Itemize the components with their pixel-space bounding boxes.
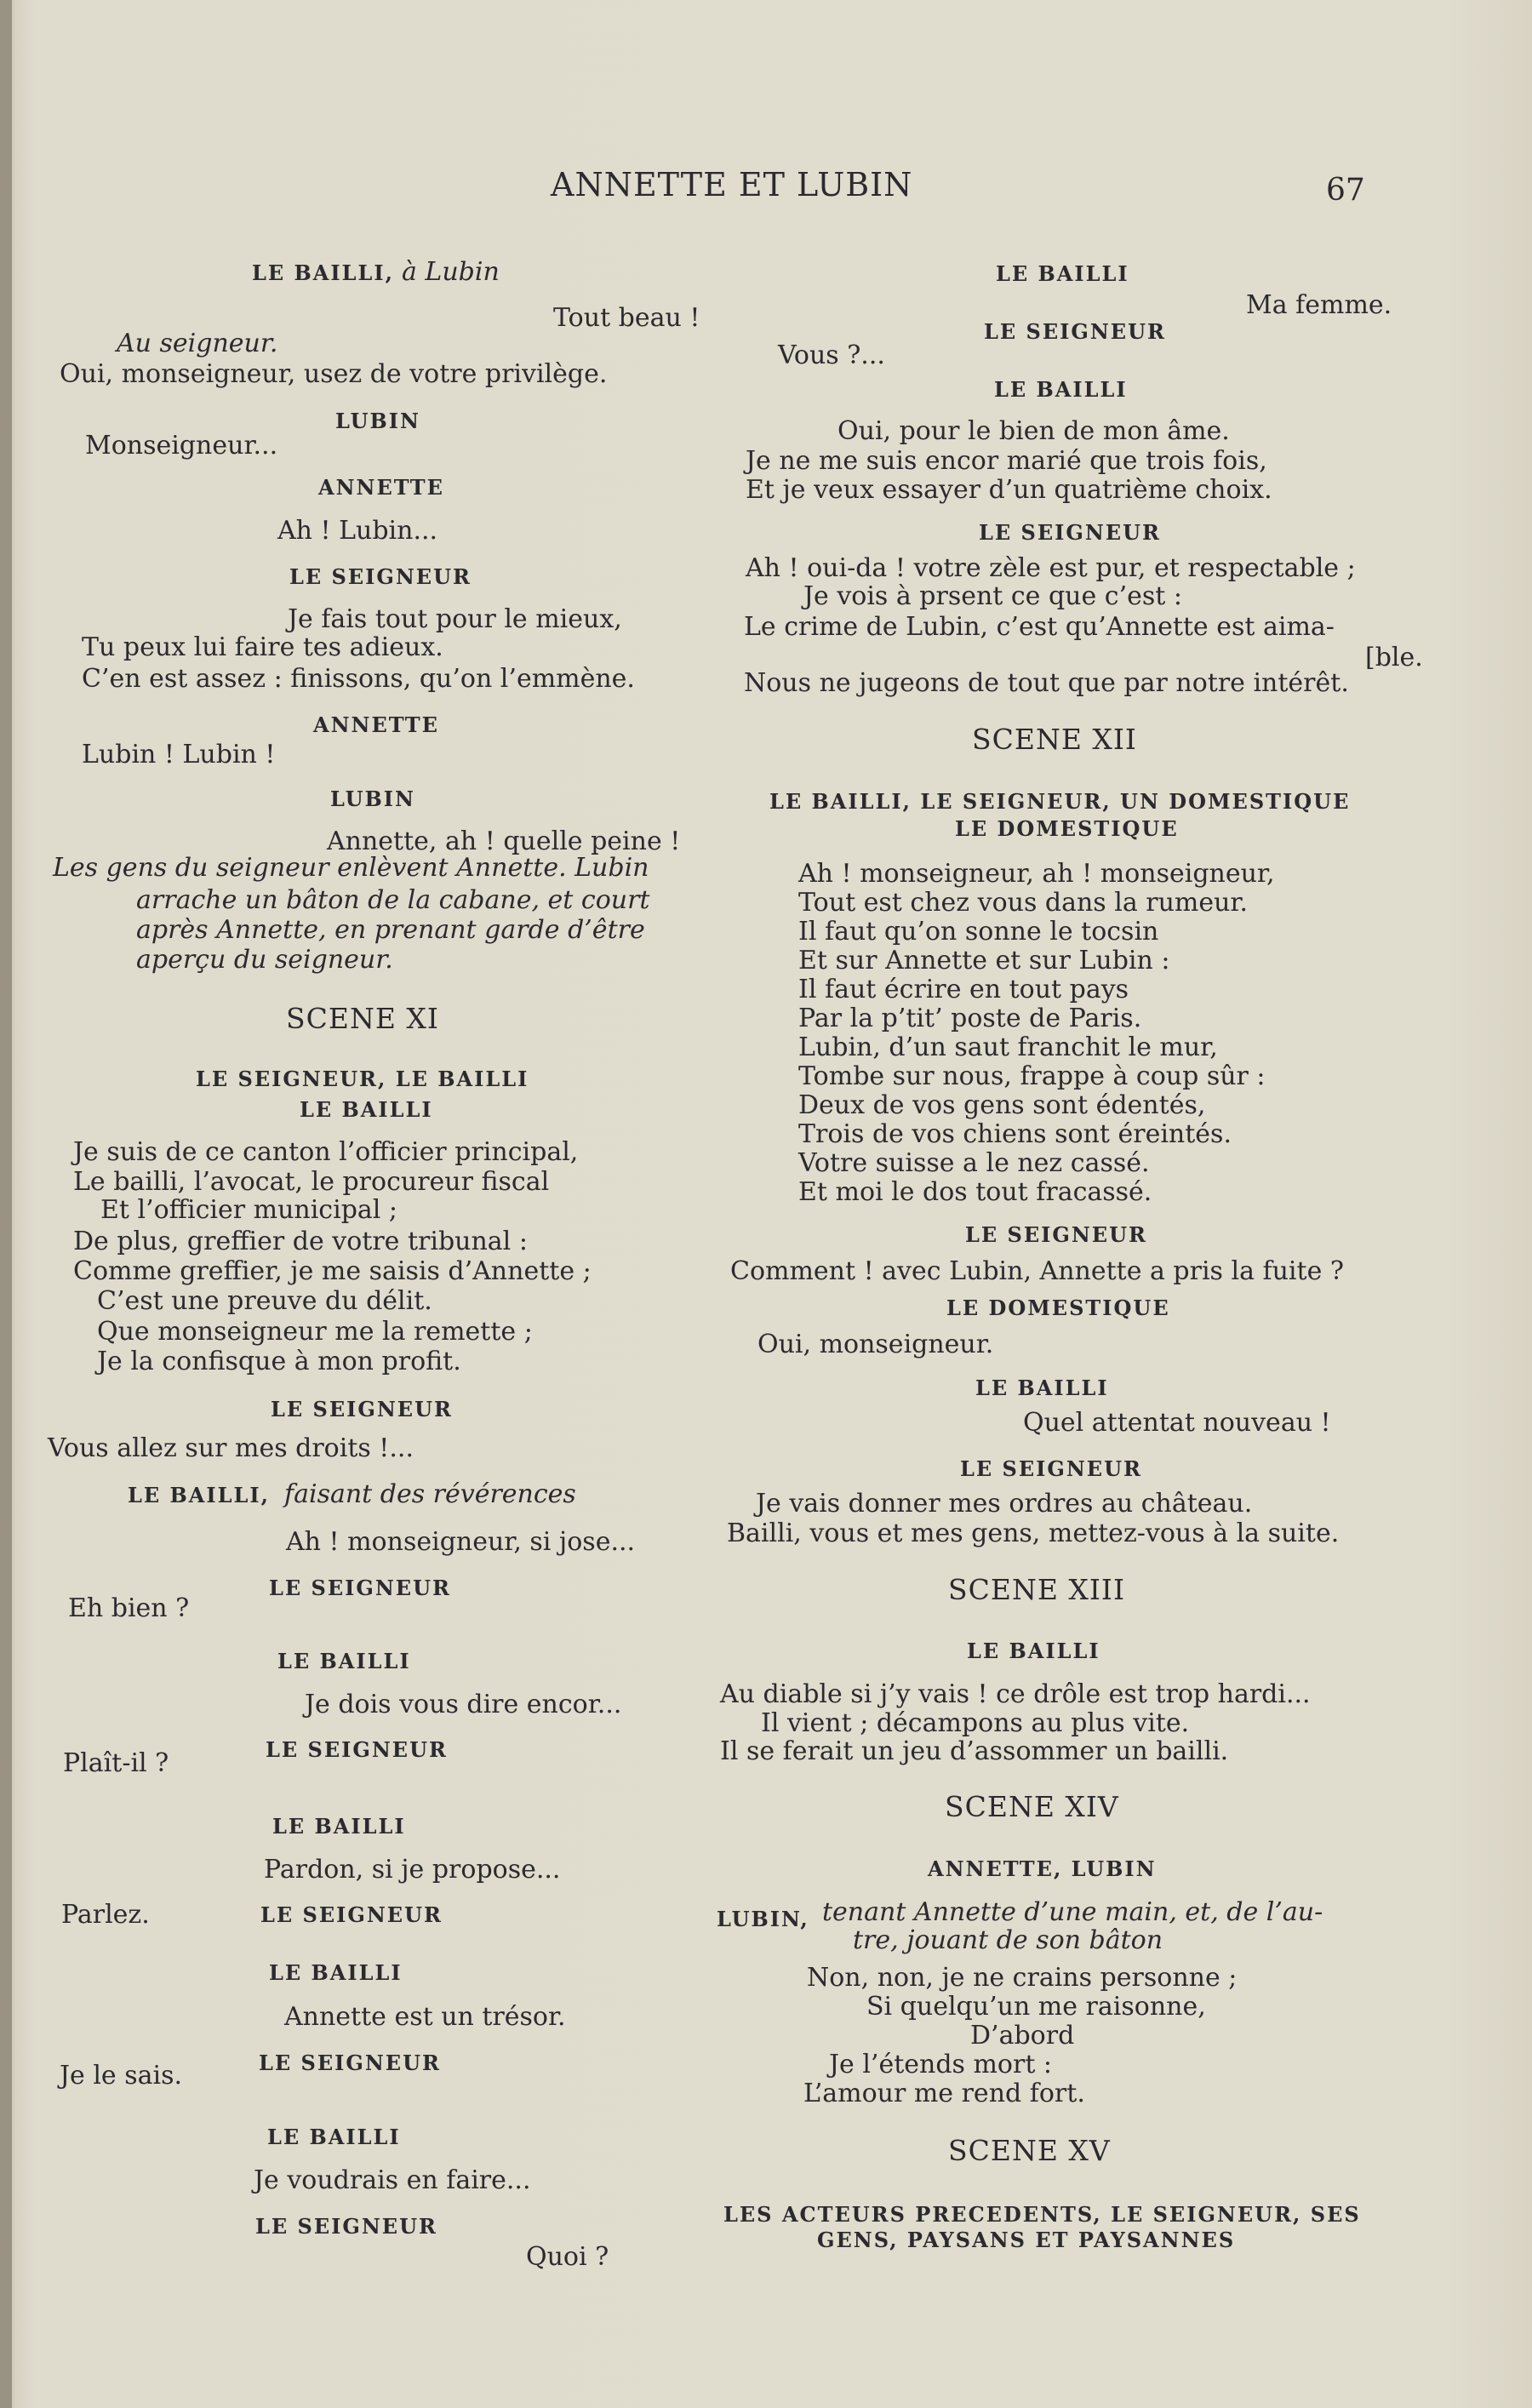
speaker: LE BAILLI — [996, 261, 1129, 286]
verse-line: Comme greffier, je me saisis d’Annette ; — [73, 1256, 592, 1286]
verse-line: Ah ! Lubin... — [277, 516, 438, 546]
verse-line: Je le sais. — [60, 2061, 183, 2091]
speaker: LE SEIGNEUR — [266, 1737, 448, 1762]
verse-line: Il vient ; décampons au plus vite. — [761, 1708, 1190, 1738]
stage-direction: faisant des révérences — [284, 1479, 576, 1509]
verse-line: Vous allez sur mes droits !... — [48, 1433, 414, 1463]
verse-line: Vous ?... — [778, 340, 885, 370]
stage-direction: aperçu du seigneur. — [136, 945, 393, 975]
speaker: LE SEIGNEUR — [960, 1456, 1142, 1481]
verse-line: Tout est chez vous dans la rumeur. — [798, 888, 1249, 918]
running-title: ANNETTE ET LUBIN — [551, 166, 913, 203]
verse-line: Je voudrais en faire... — [254, 2165, 531, 2195]
verse-line: Annette est un trésor. — [284, 2002, 566, 2032]
speaker: LUBIN, — [717, 1907, 809, 1931]
speaker: LE SEIGNEUR — [255, 2214, 437, 2239]
scene-heading: SCENE XV — [948, 2134, 1111, 2167]
verse-line: Lubin ! Lubin ! — [82, 740, 276, 769]
verse-line: Tu peux lui faire tes adieux. — [82, 632, 443, 662]
verse-line: Non, non, je ne crains personne ; — [807, 1963, 1238, 1993]
speaker: LE DOMESTIQUE — [946, 1296, 1170, 1320]
scene-heading: SCENE XII — [972, 723, 1137, 756]
verse-line: C’est une preuve du délit. — [97, 1286, 432, 1316]
stage-direction: Les gens du seigneur enlèvent Annette. Lubin — [53, 853, 649, 883]
stage-direction: tenant Annette d’une main, et, de l’au- — [822, 1897, 1323, 1927]
stage-direction: Au seigneur. — [117, 329, 278, 358]
verse-line: Au diable si j’y vais ! ce drôle est trop hardi... — [720, 1679, 1311, 1709]
speaker: LE BAILLI — [269, 1960, 403, 1985]
speaker: LE BAILLI — [994, 377, 1128, 402]
verse-line: Annette, ah ! quelle peine ! — [327, 826, 681, 856]
verse-line: Et moi le dos tout fracassé. — [798, 1177, 1152, 1207]
speaker: LUBIN — [330, 786, 415, 811]
verse-line: Tout beau ! — [553, 303, 700, 333]
book-spine-shadow — [0, 0, 12, 2408]
verse-line: Il se ferait un jeu d’assommer un bailli. — [720, 1736, 1229, 1766]
verse-line: Que monseigneur me la remette ; — [97, 1317, 533, 1347]
stage-direction: arrache un bâton de la cabane, et court — [136, 885, 650, 915]
verse-line: Oui, monseigneur. — [757, 1330, 994, 1359]
verse-line: Nous ne jugeons de tout que par notre intérêt. — [744, 668, 1349, 698]
speaker: LE BAILLI, — [252, 260, 394, 285]
speaker: LUBIN — [335, 409, 420, 433]
speaker: LES ACTEURS PRECEDENTS, LE SEIGNEUR, SES — [723, 2202, 1361, 2227]
verse-line: Ah ! oui-da ! votre zèle est pur, et respectable ; — [746, 553, 1356, 583]
verse-line: Le crime de Lubin, c’est qu’Annette est aima- — [744, 612, 1335, 642]
speaker: LE BAILLI — [975, 1376, 1109, 1400]
verse-line: Pardon, si je propose... — [264, 1855, 561, 1885]
verse-line: Et je veux essayer d’un quatrième choix. — [746, 475, 1272, 505]
scene-heading: SCENE XI — [286, 1002, 439, 1035]
verse-line: Il faut écrire en tout pays — [798, 975, 1129, 1004]
verse-line: Votre suisse a le nez cassé. — [798, 1148, 1150, 1178]
speaker: LE BAILLI, LE SEIGNEUR, UN DOMESTIQUE — [769, 789, 1351, 814]
verse-line: Si quelqu’un me raisonne, — [866, 1992, 1206, 2022]
speaker: LE SEIGNEUR — [965, 1222, 1147, 1247]
scene-heading: SCENE XIV — [945, 1790, 1119, 1823]
speaker: LE SEIGNEUR — [271, 1397, 453, 1421]
verse-line: Par la p’tit’ poste de Paris. — [798, 1004, 1142, 1033]
speaker: GENS, PAYSANS ET PAYSANNES — [817, 2228, 1236, 2252]
speaker: LE SEIGNEUR — [259, 2051, 441, 2075]
verse-line: Et sur Annette et sur Lubin : — [798, 946, 1170, 975]
speaker: LE SEIGNEUR — [260, 1902, 443, 1927]
speaker: LE BAILLI — [967, 1639, 1100, 1663]
speaker: LE SEIGNEUR — [269, 1576, 451, 1600]
speaker: LE BAILLI — [272, 1814, 406, 1839]
verse-line: Quoi ? — [526, 2242, 609, 2272]
verse-line: Plaît-il ? — [63, 1748, 169, 1778]
verse-line: Oui, pour le bien de mon âme. — [837, 416, 1230, 446]
speaker: ANNETTE — [318, 475, 444, 500]
verse-line: L’amour me rend fort. — [803, 2079, 1085, 2108]
verse-line: Je suis de ce canton l’officier principal, — [73, 1137, 579, 1167]
verse-line: Comment ! avec Lubin, Annette a pris la fuite ? — [730, 1256, 1344, 1286]
speaker: LE SEIGNEUR — [979, 520, 1161, 545]
verse-line: De plus, greffier de votre tribunal : — [73, 1227, 528, 1256]
verse-line: Bailli, vous et mes gens, mettez-vous à la suite. — [727, 1519, 1340, 1548]
verse-line: Quel attentat nouveau ! — [1023, 1408, 1331, 1438]
verse-line: Je fais tout pour le mieux, — [288, 604, 622, 634]
verse-line: D’abord — [970, 2021, 1075, 2051]
page-number: 67 — [1326, 173, 1365, 208]
verse-line: Eh bien ? — [68, 1593, 190, 1623]
speaker: LE SEIGNEUR — [289, 564, 472, 589]
verse-line: Ah ! monseigneur, si jose... — [286, 1527, 636, 1557]
speaker: ANNETTE — [313, 712, 439, 737]
speaker: LE DOMESTIQUE — [955, 816, 1179, 841]
speaker: LE BAILLI — [267, 2125, 401, 2149]
speaker: LE BAILLI — [277, 1649, 411, 1673]
verse-line: Je vais donner mes ordres au château. — [756, 1489, 1253, 1519]
stage-direction: après Annette, en prenant garde d’être — [136, 915, 645, 945]
scene-heading: SCENE XIII — [948, 1573, 1125, 1606]
verse-line: Trois de vos chiens sont éreintés. — [798, 1119, 1232, 1149]
verse-line: Lubin, d’un saut franchit le mur, — [798, 1032, 1218, 1062]
verse-line: Je vois à prsent ce que c’est : — [803, 581, 1182, 611]
verse-line: Il faut qu’on sonne le tocsin — [798, 917, 1159, 947]
stage-direction: tre, jouant de son bâton — [853, 1925, 1163, 1955]
verse-line: Monseigneur... — [85, 431, 278, 460]
verse-line: Je dois vous dire encor... — [305, 1690, 622, 1719]
speaker: LE BAILLI, — [128, 1483, 270, 1507]
verse-line: Je la confisque à mon profit. — [97, 1347, 461, 1376]
speaker: LE SEIGNEUR — [984, 319, 1166, 344]
verse-line: Parlez. — [61, 1900, 150, 1930]
verse-line: [ble. — [1365, 643, 1423, 672]
verse-line: Deux de vos gens sont édentés, — [798, 1090, 1206, 1120]
verse-line: Je ne me suis encor marié que trois fois, — [746, 446, 1267, 476]
verse-line: Ma femme. — [1246, 290, 1392, 320]
verse-line: Tombe sur nous, frappe à coup sûr : — [798, 1061, 1266, 1091]
verse-line: Et l’officier municipal ; — [100, 1195, 398, 1225]
speaker: LE BAILLI — [300, 1097, 433, 1122]
speaker: LE SEIGNEUR, LE BAILLI — [196, 1067, 529, 1091]
verse-line: C’en est assez : finissons, qu’on l’emmène. — [82, 664, 635, 694]
stage-direction: à Lubin — [402, 257, 500, 287]
verse-line: Ah ! monseigneur, ah ! monseigneur, — [798, 859, 1275, 889]
verse-line: Le bailli, l’avocat, le procureur fiscal — [73, 1167, 550, 1197]
speaker: ANNETTE, LUBIN — [928, 1856, 1157, 1881]
verse-line: Je l’étends mort : — [829, 2050, 1053, 2079]
verse-line: Oui, monseigneur, usez de votre privilège. — [60, 359, 608, 389]
